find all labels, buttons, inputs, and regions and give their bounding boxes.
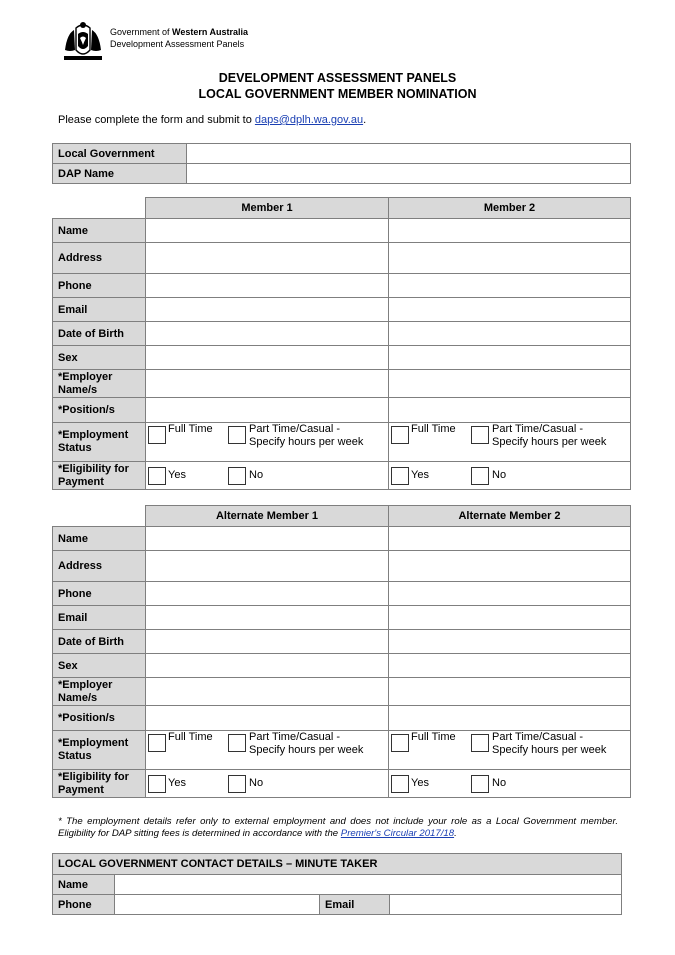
full-time-label: Full Time (411, 423, 456, 435)
member-2-eligibility (389, 462, 631, 490)
contact-details-table (52, 853, 622, 915)
full-time-checkbox[interactable] (148, 426, 166, 444)
alternate-member-2-eligibility (389, 770, 631, 798)
form-row (53, 731, 631, 770)
contact-heading: LOCAL GOVERNMENT CONTACT DETAILS – MINUTE TAKER (53, 854, 622, 875)
no-label: No (249, 777, 264, 789)
local-government-table (52, 143, 631, 184)
contact-name-label: Name (53, 875, 115, 895)
member-1-sex-field[interactable] (146, 346, 389, 370)
form-row (53, 582, 631, 606)
yes-label: Yes (411, 469, 429, 481)
submit-email-link[interactable]: daps@dplh.wa.gov.au (254, 114, 364, 126)
full-time-checkbox[interactable] (391, 734, 409, 752)
member-2-header: Member 2 (389, 198, 631, 219)
part-time-checkbox[interactable] (228, 426, 246, 444)
alternate-member-1-employer-field[interactable] (146, 678, 389, 706)
form-row (53, 243, 631, 274)
member-1-eligibility (146, 462, 389, 490)
part-time-label-2: Specify hours per week (249, 744, 364, 756)
member-1-email-field[interactable] (146, 298, 389, 322)
no-checkbox[interactable] (228, 775, 246, 793)
yes-checkbox[interactable] (391, 775, 409, 793)
phone-label: Phone (53, 274, 146, 298)
yes-label: Yes (168, 777, 186, 789)
eligibility-label: *Eligibility for Payment (53, 462, 146, 490)
alternate-member-1-position-field[interactable] (146, 706, 389, 731)
page-title-line2: LOCAL GOVERNMENT MEMBER NOMINATION (198, 87, 477, 101)
alternate-member-1-address-field[interactable] (146, 551, 389, 582)
local-government-label: Local Government (53, 144, 187, 164)
no-label: No (492, 469, 507, 481)
position-label: *Position/s (53, 706, 146, 731)
alternate-member-1-dob-field[interactable] (146, 630, 389, 654)
member-2-employment-status (389, 423, 631, 462)
dob-label: Date of Birth (53, 322, 146, 346)
alternate-members-table (52, 505, 631, 798)
form-row (53, 274, 631, 298)
part-time-label-1: Part Time/Casual - (249, 423, 341, 435)
email-label: Email (53, 606, 146, 630)
dap-name-field[interactable] (187, 164, 631, 184)
part-time-label-2: Specify hours per week (492, 744, 607, 756)
member-2-name-field[interactable] (389, 219, 631, 243)
alternate-member-2-sex-field[interactable] (389, 654, 631, 678)
member-1-header: Member 1 (146, 198, 389, 219)
member-2-sex-field[interactable] (389, 346, 631, 370)
alternate-member-1-sex-field[interactable] (146, 654, 389, 678)
full-time-label: Full Time (168, 423, 213, 435)
member-1-phone-field[interactable] (146, 274, 389, 298)
part-time-checkbox[interactable] (228, 734, 246, 752)
member-2-employer-field[interactable] (389, 370, 631, 398)
no-checkbox[interactable] (228, 467, 246, 485)
yes-checkbox[interactable] (148, 467, 166, 485)
alternate-member-1-header: Alternate Member 1 (146, 506, 389, 527)
eligibility-label: *Eligibility for Payment (53, 770, 146, 798)
yes-label: Yes (168, 469, 186, 481)
form-row (53, 527, 631, 551)
name-label: Name (53, 527, 146, 551)
full-time-label: Full Time (411, 731, 456, 743)
part-time-checkbox[interactable] (471, 734, 489, 752)
yes-checkbox[interactable] (148, 775, 166, 793)
member-2-address-field[interactable] (389, 243, 631, 274)
member-2-phone-field[interactable] (389, 274, 631, 298)
form-row (53, 219, 631, 243)
coat-of-arms-icon (62, 20, 104, 64)
position-label: *Position/s (53, 398, 146, 423)
alternate-member-2-name-field[interactable] (389, 527, 631, 551)
form-row (53, 770, 631, 798)
government-name: Government of Western Australia (110, 27, 249, 37)
employment-label: *Employment Status (53, 423, 146, 462)
no-label: No (492, 777, 507, 789)
phone-label: Phone (53, 582, 146, 606)
form-row (53, 551, 631, 582)
department-name: Development Assessment Panels (110, 39, 245, 49)
part-time-label-2: Specify hours per week (249, 436, 364, 448)
alternate-member-2-employment-status (389, 731, 631, 770)
employment-label: *Employment Status (53, 731, 146, 770)
alternate-member-1-email-field[interactable] (146, 606, 389, 630)
member-1-employer-field[interactable] (146, 370, 389, 398)
alternate-member-2-address-field[interactable] (389, 551, 631, 582)
part-time-label-1: Part Time/Casual - (492, 731, 584, 743)
email-label: Email (53, 298, 146, 322)
member-1-dob-field[interactable] (146, 322, 389, 346)
form-row (53, 654, 631, 678)
contact-phone-label: Phone (53, 895, 115, 915)
contact-email-label: Email (320, 895, 390, 915)
page-title-line1: DEVELOPMENT ASSESSMENT PANELS (218, 71, 457, 85)
contact-name-field[interactable] (115, 875, 622, 895)
form-row (53, 706, 631, 731)
member-2-dob-field[interactable] (389, 322, 631, 346)
part-time-label-1: Part Time/Casual - (249, 731, 341, 743)
form-row (53, 370, 631, 398)
full-time-label: Full Time (168, 731, 213, 743)
form-row (53, 398, 631, 423)
employer-label: *Employer Name/s (53, 370, 146, 398)
full-time-checkbox[interactable] (391, 426, 409, 444)
yes-label: Yes (411, 777, 429, 789)
alternate-member-2-position-field[interactable] (389, 706, 631, 731)
alternate-member-1-eligibility (146, 770, 389, 798)
form-row (53, 462, 631, 490)
alternate-member-1-name-field[interactable] (146, 527, 389, 551)
alternate-member-1-employment-status (146, 731, 389, 770)
address-label: Address (53, 243, 146, 274)
header-spacer (53, 506, 146, 527)
no-checkbox[interactable] (471, 775, 489, 793)
employer-label: *Employer Name/s (53, 678, 146, 706)
part-time-checkbox[interactable] (471, 426, 489, 444)
member-1-position-field[interactable] (146, 398, 389, 423)
member-2-email-field[interactable] (389, 298, 631, 322)
full-time-checkbox[interactable] (148, 734, 166, 752)
yes-checkbox[interactable] (391, 467, 409, 485)
member-1-name-field[interactable] (146, 219, 389, 243)
premiers-circular-link[interactable]: Premier's Circular 2017/18 (340, 828, 455, 839)
address-label: Address (53, 551, 146, 582)
footnote: * The employment details refer only to external employment and does not include your role as a Local Government member. Eligibility for DAP sitting fees is determined in accordance with the Premier's Circular 2017/18. (58, 816, 618, 839)
alternate-member-2-email-field[interactable] (389, 606, 631, 630)
intro-text: Please complete the form and submit to daps@dplh.wa.gov.au. (58, 114, 367, 126)
no-checkbox[interactable] (471, 467, 489, 485)
alternate-member-2-phone-field[interactable] (389, 582, 631, 606)
alternate-member-2-dob-field[interactable] (389, 630, 631, 654)
contact-email-field[interactable] (390, 895, 622, 915)
form-row (53, 606, 631, 630)
member-1-address-field[interactable] (146, 243, 389, 274)
part-time-label-2: Specify hours per week (492, 436, 607, 448)
member-1-employment-status (146, 423, 389, 462)
local-government-field[interactable] (187, 144, 631, 164)
contact-phone-field[interactable] (115, 895, 320, 915)
alternate-member-1-phone-field[interactable] (146, 582, 389, 606)
form-row (53, 298, 631, 322)
members-table (52, 197, 631, 490)
sex-label: Sex (53, 346, 146, 370)
form-row (53, 630, 631, 654)
name-label: Name (53, 219, 146, 243)
form-row (53, 423, 631, 462)
header-spacer (53, 198, 146, 219)
form-row (53, 346, 631, 370)
alternate-member-2-employer-field[interactable] (389, 678, 631, 706)
no-label: No (249, 469, 264, 481)
form-row (53, 678, 631, 706)
part-time-label-1: Part Time/Casual - (492, 423, 584, 435)
form-row (53, 322, 631, 346)
alternate-member-2-header: Alternate Member 2 (389, 506, 631, 527)
dob-label: Date of Birth (53, 630, 146, 654)
member-2-position-field[interactable] (389, 398, 631, 423)
dap-name-label: DAP Name (53, 164, 187, 184)
sex-label: Sex (53, 654, 146, 678)
